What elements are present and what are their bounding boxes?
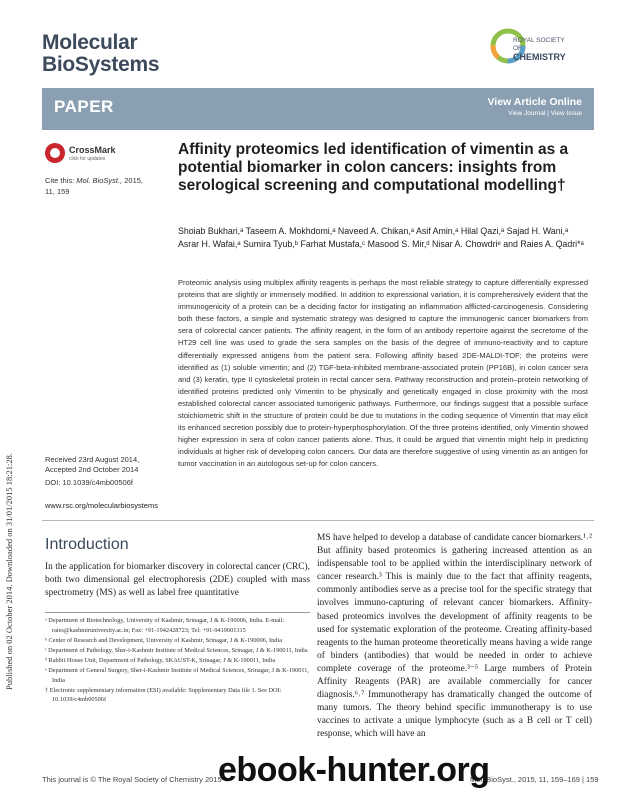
article-title: Affinity proteomics led identification of vimentin as a potential biomarker in colon cancers: insights from serological screening and computational modelling† — [178, 141, 569, 194]
article-type: PAPER — [54, 97, 114, 116]
journal-title-line1: Molecular — [42, 31, 138, 54]
footnote: ᵈ Rabbit House Unit, Department of Pathology, SKAUST-K, Srinagar, J & K-190011, India — [45, 656, 276, 664]
journal-title — [42, 32, 159, 76]
footnote: ᵃ Department of Biotechnology, University of Kashmir, Srinagar, J & K-190006, India. E-mail: raies@kashmiruniversity.ac.in; Fax: +91-1942428723; Tel: +91-9419001315 — [45, 617, 285, 634]
intro-left-column: In the application for biomarker discovery in colorectal cancer (CRC), both two dimensional gel electrophoresis (2DE) coupled with mass spectrometry (MS) as well as label free quantitative — [45, 562, 310, 598]
doi[interactable]: DOI: 10.1039/c4mb00506f — [45, 478, 133, 487]
footnote: † Electronic supplementary information (ESI) available: Supplementary Data file 1. See DOI: 10.1039/c4mb00506f — [45, 686, 282, 704]
divider — [42, 520, 594, 521]
section-heading: Introduction — [45, 536, 129, 553]
footnote: ᵉ Department of General Surgery, Sher-i-Kashmir Institute of Medical Sciences, Srinagar, J & K-190011, India — [45, 666, 310, 684]
footer-page-info: Mol. BioSyst., 2015, 11, 159–169 | 159 — [470, 775, 599, 784]
view-article-online-link[interactable]: View Article Online — [487, 96, 582, 108]
affiliations-footnotes — [45, 616, 310, 705]
journal-title-line2: BioSystems — [42, 53, 160, 76]
crossmark-badge[interactable]: CrossMark click for updates — [45, 143, 125, 163]
journal-url[interactable]: www.rsc.org/molecularbiosystems — [45, 501, 158, 510]
footnote: ᵇ Center of Research and Development, University of Kashmir, Srinagar, J & K-190006, India — [45, 636, 282, 644]
footer-copyright: This journal is © The Royal Society of Chemistry 2015 — [42, 775, 222, 784]
citation: Cite this: Mol. BioSyst., 2015, 11, 159 — [45, 176, 144, 196]
abstract: Proteomic analysis using multiplex affinity reagents is perhaps the most reliable strategy to capture differentially expressed proteins that are slightly or immensely modified. In addition to expressional variation, it is comprehensively evident that the immunogenicity of a protein can be a deciding factor for instigating an inflammation afflicted-carcinogenesis. Considering both these factors, a simple and systematic strategy was designed to capture the immunogenic cancer biomarkers from sera of colorectal cancer patients. The affinity reagent, in the form of an antibody repertoire against the secretome of the HT29 cell line was used to grade the sera samples on the basis of the degree of immuno-reactivity and to capture differentially expressed antigens from the patient sera. Following affinity based 2DE-MALDI-TOF; the proteins were identified as (1) soluble vimentin; and (2) TGF-beta-inhibited membrane-associated protein (PP16B), in colon cancer sera and (3) keratin, type II cytoskeletal protein in rectal cancer sera. Pathway reconstruction and protein–protein networking of identified proteins predicted only Vimentin to be physically and genetically engaged in close proximity with the most established colorectal cancer associated tumorigenic pathways. Furthermore, our findings suggest that a possible surface stoichiometric shift in the structure of protein could be due to mutations in the coding sequence of Vimentin that may elicit its enhanced secretion possibly due to protein-hyperphosphorylation. Of the three proteins identified, only Vimentin showed higher expression in sera of colon cancer patients alone. Thus, it could be argued that vimentin might help in predicting individuals at higher risk of developing colon cancers. Our data are therefore suggestive of using vimentin as an antigen for tumor vaccination in an autologous set-up for colon cancers. — [178, 278, 588, 469]
article-dates: Received 23rd August 2014, Accepted 2nd October 2014 — [45, 455, 140, 474]
publisher-name: ROYAL SOCIETY OF CHEMISTRY — [513, 37, 566, 62]
footnote: ᶜ Department of Pathology, Sher-i-Kashmir Institute of Medical Sciences, Srinagar, J & K-190011, India — [45, 646, 308, 654]
watermark: ebook-hunter.org — [218, 751, 490, 789]
publication-side-note: Published on 02 October 2014. Downloaded on 31/01/2015 18:21:28. — [4, 452, 14, 690]
journal-issue-links[interactable]: View Journal | View Issue — [508, 110, 582, 117]
article-type-banner — [42, 88, 594, 130]
intro-right-column: MS have helped to develop a database of candidate cancer biomarkers.¹˒² But affinity based proteomics is gathering increased attention as an indispensable tool to be applied within the interdisciplinary network of cancer research.³ This is mainly due to the fact that affinity reagents, commonly antibodies serve as a precise tool for the specific strategy that involves immuno-capturing of relevant cancer biomarkers. Affinity-based proteomics involves the development of affinity reagents to be used for systematic exploration of the proteome. Creating affinity-based reagents to the human proteome theoretically means having a wide range of binders (antibodies) that would be needed in order to achieve complete coverage of the proteome.³⁻⁵ Large numbers of Protein Affinity Reagents (PAR) are available commercially for cancer diagnosis.⁶˒⁷ Immunotherapy has dramatically changed the outcome of many tumors. The theory behind specific immunotherapy is to use vaccines to activate a unique lymphocyte (such as a B cell or T cell) response, which will have an — [317, 533, 592, 740]
author-list: Shoiab Bukhari,ᵃ Taseem A. Mokhdomi,ᵃ Naveed A. Chikan,ᵃ Asif Amin,ᵃ Hilal Qazi,ᵃ Sajad H. Wani,ᵃ Asrar H. Wafai,ᵃ Sumira Tyub,ᵇ Farhat Mustafa,ᶜ Masood S. Mir,ᵈ Nisar A. Chowdriᵉ and Raies A. Qadri*ᵃ — [178, 226, 584, 249]
footnote-divider — [45, 612, 310, 613]
crossmark-icon — [45, 143, 65, 163]
